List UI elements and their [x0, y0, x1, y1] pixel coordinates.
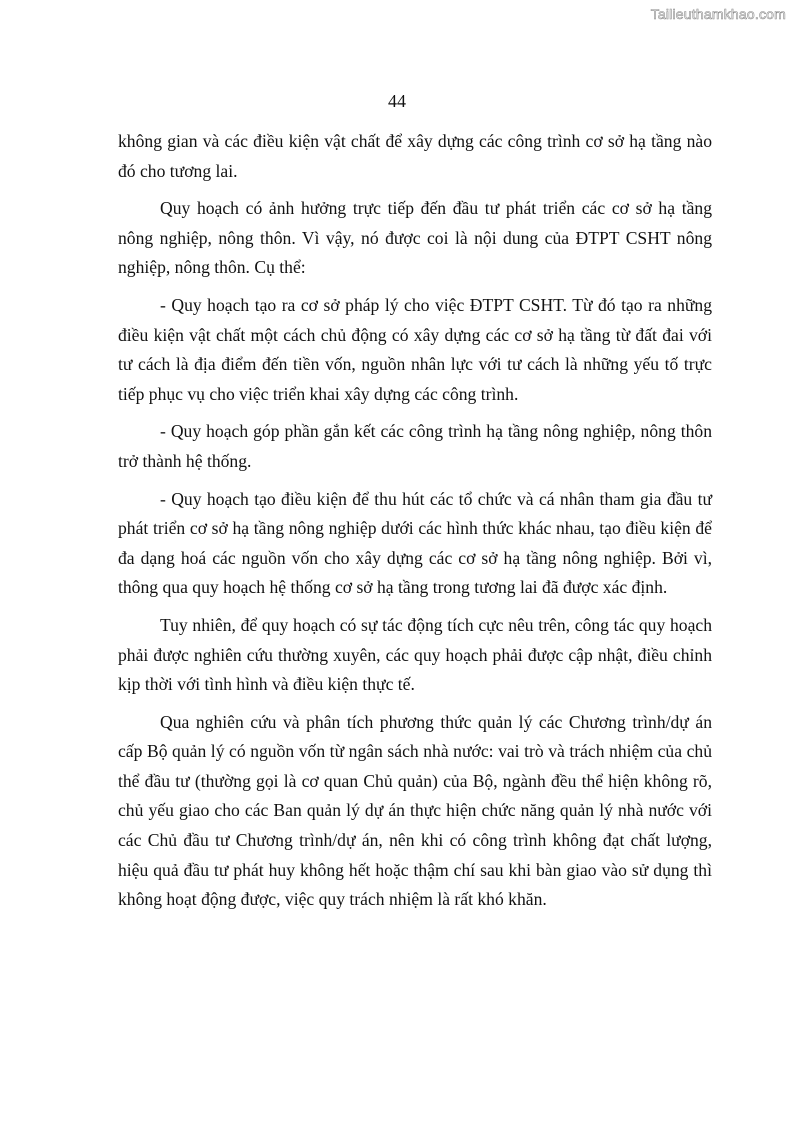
document-body — [118, 127, 712, 923]
paragraph-planning-impact: Quy hoạch có ảnh hưởng trực tiếp đến đầu tư phát triển các cơ sở hạ tầng nông nghiệp, nông thôn. Vì vậy, nó được coi là nội dung của ĐTPT CSHT nông nghiệp, nông thôn. Cụ thể: — [118, 198, 712, 278]
paragraph-bullet-legal-basis: - Quy hoạch tạo ra cơ sở pháp lý cho việc ĐTPT CSHT. Từ đó tạo ra những điều kiện vật chất một cách chủ động có xây dựng các cơ sở hạ tầng từ đất đai với tư cách là địa điểm đến tiền vốn, nguồn nhân lực với tư cách là những yếu tố trực tiếp phục vụ cho việc triển khai xây dựng các công trình. — [118, 294, 712, 404]
paragraph-however: Tuy nhiên, để quy hoạch có sự tác động tích cực nêu trên, công tác quy hoạch phải được nghiên cứu thường xuyên, các quy hoạch phải được cập nhật, điều chỉnh kịp thời với tình hình và điều kiện thực tế. — [118, 614, 712, 695]
paragraph-bullet-attract-investment: - Quy hoạch tạo điều kiện để thu hút các tổ chức và cá nhân tham gia đầu tư phát triển cơ sở hạ tầng nông nghiệp dưới các hình thức khác nhau, tạo điều kiện để đa dạng hoá các nguồn vốn cho xây dựng các cơ sở hạ tầng nông nghiệp. Bởi vì, thông qua quy hoạch hệ thống cơ sở hạ tầng trong tương lai đã được xác định. — [118, 488, 712, 598]
paragraph-research-analysis: Qua nghiên cứu và phân tích phương thức quản lý các Chương trình/dự án cấp Bộ quản lý có nguồn vốn từ ngân sách nhà nước: vai trò và trách nhiệm của chủ thể đầu tư (thường gọi là cơ quan Chủ quản) của Bộ, ngành đều thể hiện không rõ, chủ yếu giao cho các Ban quản lý dự án thực hiện chức năng quản lý nhà nước với các Chủ đầu tư Chương trình/dự án, nên khi có công trình không đạt chất lượng, hiệu quả đầu tư phát huy không hết hoặc thậm chí sau khi bàn giao vào sử dụng thì không hoạt động được, việc quy trách nhiệm là rất khó khăn. — [118, 711, 712, 910]
paragraph-continuation: không gian và các điều kiện vật chất để xây dựng các công trình cơ sở hạ tầng nào đó cho tương lai. — [118, 131, 712, 181]
paragraph-bullet-system-link: - Quy hoạch góp phần gắn kết các công trình hạ tầng nông nghiệp, nông thôn trở thành hệ thống. — [118, 421, 712, 471]
page-number: 44 — [388, 91, 406, 111]
watermark: Tailieuthamkhao.com — [650, 6, 786, 22]
